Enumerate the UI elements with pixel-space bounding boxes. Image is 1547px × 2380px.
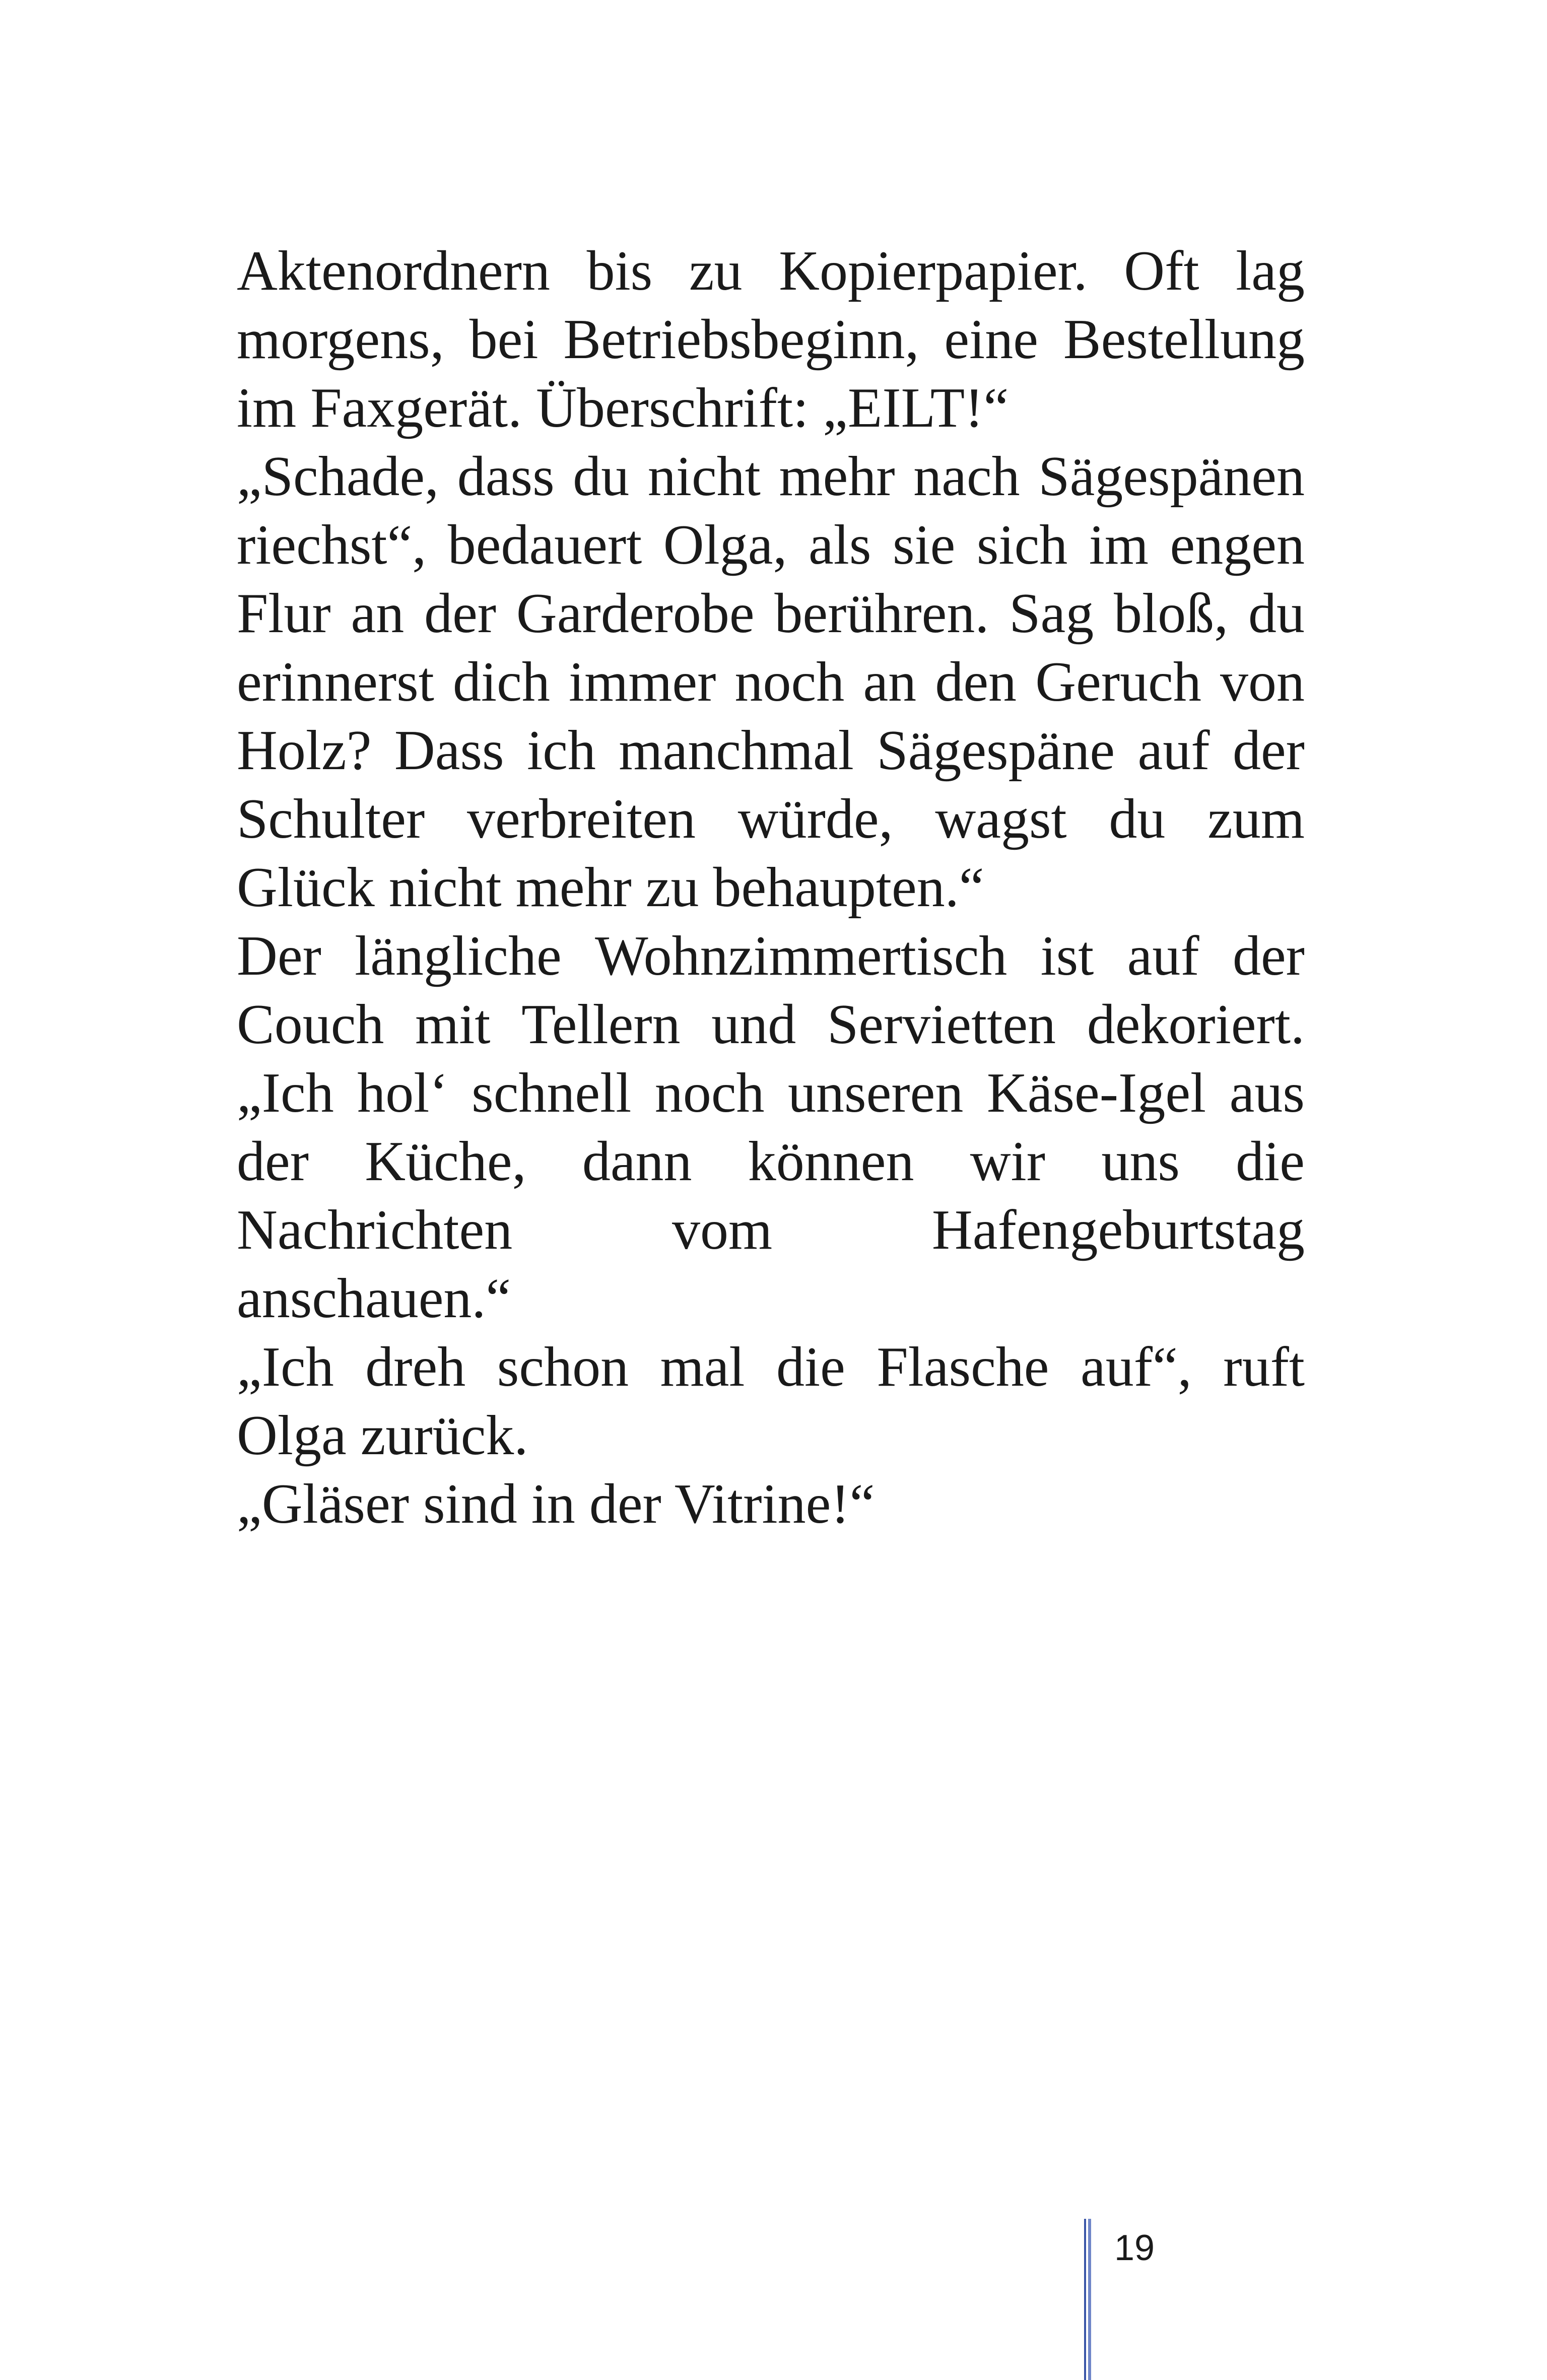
text-line: Schulter verbreiten würde, wagst du zum [237, 788, 1305, 850]
text-line: Nachrichten vom Hafengeburtstag [237, 1199, 1305, 1261]
text-line: erinnerst dich immer noch an den Geruch von [237, 651, 1305, 713]
text-line: Glück nicht mehr zu behaupten.“ [237, 856, 984, 919]
text-line: riechst“, bedauert Olga, als sie sich im engen [237, 514, 1305, 576]
text-line: Couch mit Tellern und Servietten dekoriert. [237, 993, 1305, 1056]
text-line: Flur an der Garderobe berühren. Sag bloß, du [237, 582, 1305, 645]
text-line: Der längliche Wohnzimmertisch ist auf der [237, 925, 1305, 987]
text-line: morgens, bei Betriebsbeginn, eine Bestellung [237, 308, 1305, 371]
text-line: Aktenordnern bis zu Kopierpapier. Oft lag [237, 240, 1305, 302]
text-line: der Küche, dann können wir uns die [237, 1130, 1305, 1193]
body-text [237, 237, 1305, 1538]
page-number: 19 [1114, 2228, 1155, 2268]
text-line: „Gläser sind in der Vitrine!“ [237, 1473, 875, 1535]
text-line: „Schade, dass du nicht mehr nach Sägespänen [237, 445, 1305, 508]
text-line: „Ich dreh schon mal die Flasche auf“, ruft [237, 1336, 1305, 1398]
text-line: Olga zurück. [237, 1404, 528, 1467]
text-line: Holz? Dass ich manchmal Sägespäne auf der [237, 719, 1305, 782]
page-number-rule [1084, 2219, 1091, 2380]
text-line: anschauen.“ [237, 1267, 511, 1330]
text-line: im Faxgerät. Überschrift: „EILT!“ [237, 377, 1009, 439]
text-line: „Ich hol‘ schnell noch unseren Käse-Igel aus [237, 1062, 1305, 1124]
